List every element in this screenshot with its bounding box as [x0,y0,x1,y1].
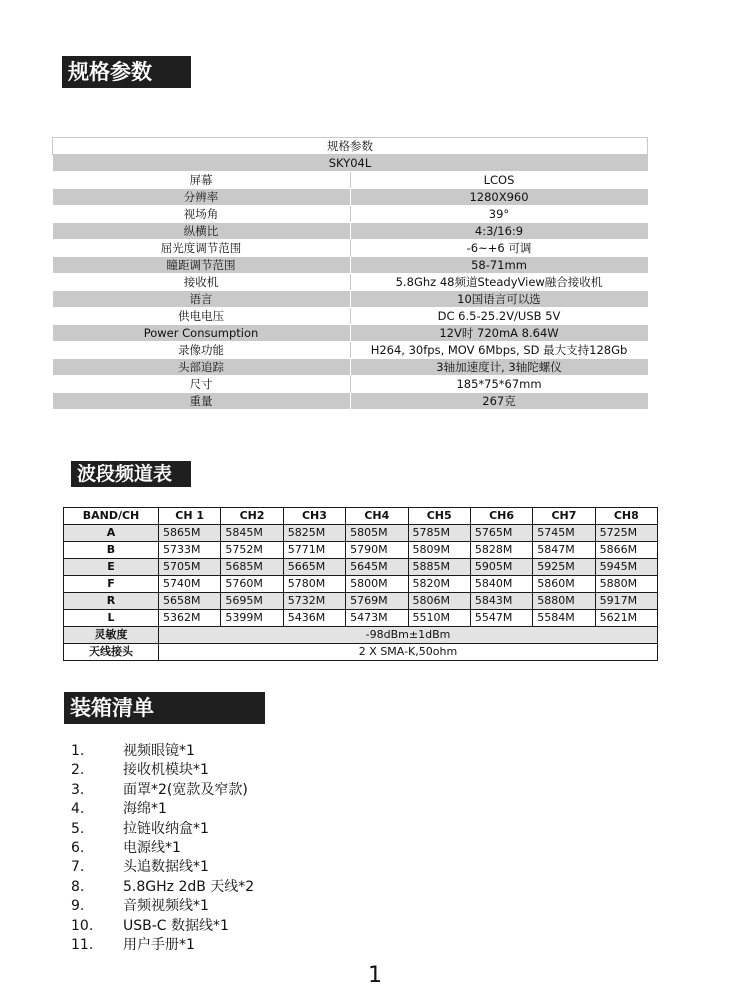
page-number: 1 [368,963,382,988]
packing-item-text: 接收机模块*1 [123,762,209,779]
spec-label: 接收机 [53,274,351,291]
bands-section-title: 波段频道表 [71,461,191,487]
channel-frequency: 5705M [159,559,221,576]
packing-item [71,839,254,858]
channel-frequency: 5584M [533,610,595,627]
spec-table-title-row [53,138,648,155]
spec-model: SKY04L [53,155,648,172]
channel-frequency: 5510M [408,610,470,627]
band-name: A [64,525,159,542]
spec-row [53,189,648,206]
packing-item-text: 视频眼镜*1 [123,743,195,759]
packing-item-text: 电源线*1 [123,839,181,856]
sensitivity-label: 灵敏度 [64,627,159,644]
spec-label: 分辨率 [53,189,351,206]
spec-row [53,376,648,393]
band-name: L [64,610,159,627]
packing-item [71,761,254,780]
packing-list [71,742,254,955]
spec-label: 供电电压 [53,308,351,325]
packing-item-number: 10. [71,917,94,934]
channel-frequency: 5866M [595,542,657,559]
band-name: B [64,542,159,559]
channel-frequency: 5785M [408,525,470,542]
packing-item-text: 音频视频线*1 [123,898,209,915]
spec-value: LCOS [350,172,648,189]
spec-row [53,206,648,223]
packing-item [71,742,254,761]
packing-item [71,917,254,936]
packing-item-number: 6. [71,839,85,856]
channel-frequency: 5665M [283,559,345,576]
channel-header: CH6 [470,508,532,525]
spec-value: 3轴加速度计, 3轴陀螺仪 [350,359,648,376]
spec-label: 语言 [53,291,351,308]
spec-value: 4:3/16:9 [350,223,648,240]
spec-row [53,257,648,274]
band-name: F [64,576,159,593]
packing-item-number: 7. [71,859,85,876]
packing-item-number: 9. [71,898,85,915]
channel-frequency: 5865M [159,525,221,542]
packing-item-number: 4. [71,801,85,818]
channel-frequency: 5436M [283,610,345,627]
channel-frequency: 5740M [159,576,221,593]
channel-header: CH3 [283,508,345,525]
channel-frequency: 5880M [595,576,657,593]
packing-item-text: 头追数据线*1 [123,859,209,876]
channel-frequency: 5885M [408,559,470,576]
channel-frequency: 5685M [221,559,283,576]
channel-header: CH8 [595,508,657,525]
spec-value: 5.8Ghz 48频道SteadyView融合接收机 [350,274,648,291]
channel-frequency: 5843M [470,593,532,610]
band-name: R [64,593,159,610]
channel-frequency: 5399M [221,610,283,627]
channel-frequency: 5473M [346,610,408,627]
packing-item-text: 拉链收纳盒*1 [123,820,209,837]
spec-value: 267克 [350,393,648,410]
channel-frequency: 5790M [346,542,408,559]
spec-label: 屈光度调节范围 [53,240,351,257]
channel-frequency: 5745M [533,525,595,542]
packing-item [71,800,254,819]
channel-frequency: 5840M [470,576,532,593]
channel-frequency: 5820M [408,576,470,593]
channel-frequency: 5845M [221,525,283,542]
channel-header: CH4 [346,508,408,525]
channel-frequency: 5658M [159,593,221,610]
channel-frequency: 5905M [470,559,532,576]
spec-value: 1280X960 [350,189,648,206]
packing-item [71,878,254,897]
packing-item [71,897,254,916]
packing-item-text: 用户手册*1 [123,936,195,953]
channel-frequency: 5732M [283,593,345,610]
packing-section-title: 装箱清单 [64,692,265,724]
spec-value: -6~+6 可调 [350,240,648,257]
packing-item-text: 面罩*2(宽款及窄款) [123,781,248,798]
channel-frequency: 5800M [346,576,408,593]
packing-item-number: 1. [71,743,85,759]
channel-frequency: 5760M [221,576,283,593]
packing-item [71,936,254,955]
channel-frequency: 5771M [283,542,345,559]
band-header-label: BAND/CH [64,508,159,525]
spec-value: H264, 30fps, MOV 6Mbps, SD 最大支持128Gb [350,342,648,359]
band-table-header [64,508,658,525]
spec-row [53,172,648,189]
band-table [63,507,658,661]
channel-frequency: 5805M [346,525,408,542]
channel-frequency: 5733M [159,542,221,559]
packing-item-text: 海绵*1 [123,801,167,818]
spec-label: 头部追踪 [53,359,351,376]
spec-label: 重量 [53,393,351,410]
channel-frequency: 5825M [283,525,345,542]
spec-value: 185*75*67mm [350,376,648,393]
packing-item-text: USB-C 数据线*1 [123,917,229,934]
spec-table-title: 规格参数 [53,138,648,155]
channel-header: CH5 [408,508,470,525]
channel-frequency: 5847M [533,542,595,559]
channel-frequency: 5621M [595,610,657,627]
packing-item-number: 8. [71,878,85,895]
channel-frequency: 5780M [283,576,345,593]
channel-frequency: 5769M [346,593,408,610]
packing-item-number: 2. [71,762,85,779]
spec-row [53,308,648,325]
spec-value: DC 6.5-25.2V/USB 5V [350,308,648,325]
packing-item [71,820,254,839]
channel-frequency: 5860M [533,576,595,593]
spec-label: 视场角 [53,206,351,223]
spec-row [53,393,648,410]
channel-frequency: 5547M [470,610,532,627]
packing-item [71,781,254,800]
sensitivity-value: -98dBm±1dBm [159,627,658,644]
channel-header: CH 1 [159,508,221,525]
spec-row [53,223,648,240]
spec-label: 尺寸 [53,376,351,393]
spec-table [52,137,648,410]
packing-item-number: 11. [71,936,94,953]
spec-label: 录像功能 [53,342,351,359]
channel-frequency: 5925M [533,559,595,576]
packing-item [71,858,254,877]
band-row [64,593,658,610]
band-name: E [64,559,159,576]
channel-frequency: 5765M [470,525,532,542]
channel-frequency: 5828M [470,542,532,559]
band-row [64,542,658,559]
channel-frequency: 5880M [533,593,595,610]
sensitivity-row [64,627,658,644]
channel-frequency: 5752M [221,542,283,559]
packing-item-text: 5.8GHz 2dB 天线*2 [123,878,255,895]
spec-row [53,274,648,291]
spec-row [53,240,648,257]
channel-frequency: 5809M [408,542,470,559]
antenna-label: 天线接头 [64,644,159,661]
channel-frequency: 5695M [221,593,283,610]
spec-value: 12V时 720mA 8.64W [350,325,648,342]
antenna-row [64,644,658,661]
channel-frequency: 5945M [595,559,657,576]
spec-row [53,342,648,359]
spec-label: 瞳距调节范围 [53,257,351,274]
channel-frequency: 5917M [595,593,657,610]
spec-row [53,291,648,308]
band-row [64,525,658,542]
spec-label: Power Consumption [53,325,351,342]
band-row [64,576,658,593]
specs-section-title: 规格参数 [62,56,191,88]
spec-value: 39° [350,206,648,223]
spec-model-row [53,155,648,172]
packing-item-number: 3. [71,781,85,798]
band-row [64,610,658,627]
band-row [64,559,658,576]
spec-value: 10国语言可以选 [350,291,648,308]
packing-item-number: 5. [71,820,85,837]
antenna-value: 2 X SMA-K,50ohm [159,644,658,661]
channel-header: CH7 [533,508,595,525]
spec-row [53,359,648,376]
channel-frequency: 5725M [595,525,657,542]
spec-row [53,325,648,342]
channel-header: CH2 [221,508,283,525]
channel-frequency: 5806M [408,593,470,610]
channel-frequency: 5362M [159,610,221,627]
spec-label: 纵横比 [53,223,351,240]
channel-frequency: 5645M [346,559,408,576]
spec-value: 58-71mm [350,257,648,274]
spec-label: 屏幕 [53,172,351,189]
